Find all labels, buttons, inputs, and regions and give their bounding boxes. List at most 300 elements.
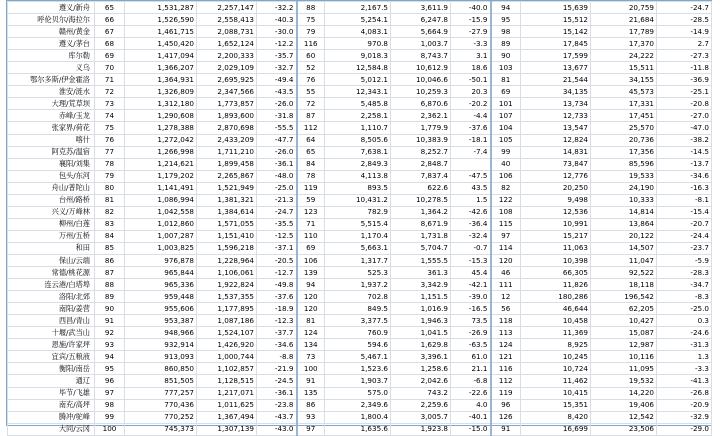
movements-current-cell: 12,536 — [521, 206, 591, 218]
cargo-change-pct-cell: -15.9 — [451, 14, 491, 26]
passengers-current-cell: 1,531,287 — [125, 2, 197, 14]
passengers-current-cell: 913,093 — [125, 351, 197, 363]
cargo-prior-cell: 5,664.9 — [391, 26, 451, 38]
rank-cargo-cell: 75 — [297, 14, 325, 26]
rank-passengers-cell: 97 — [95, 387, 125, 399]
passengers-current-cell: 1,290,608 — [125, 110, 197, 122]
cargo-prior-cell: 2,848.7 — [391, 158, 451, 170]
movements-current-cell: 15,351 — [521, 399, 591, 411]
passengers-current-cell: 965,336 — [125, 279, 197, 291]
cargo-current-cell: 5,663.1 — [325, 242, 391, 254]
rank-movements-cell: 121 — [491, 351, 521, 363]
movements-prior-cell: 25,570 — [591, 122, 657, 134]
movements-prior-cell: 10,427 — [591, 315, 657, 327]
movements-prior-cell: 196,542 — [591, 291, 657, 303]
rank-passengers-cell: 82 — [95, 206, 125, 218]
cargo-current-cell: 2,349.6 — [325, 399, 391, 411]
cargo-prior-cell: 1,151.5 — [391, 291, 451, 303]
passengers-change-pct-cell: -49.4 — [257, 74, 297, 86]
movements-current-cell: 11,369 — [521, 327, 591, 339]
cargo-prior-cell: 10,278.5 — [391, 194, 451, 206]
passengers-current-cell: 1,266,998 — [125, 146, 197, 158]
movements-prior-cell: 14,507 — [591, 242, 657, 254]
cargo-change-pct-cell: -63.5 — [451, 339, 491, 351]
city-cell: 和田 — [8, 242, 95, 254]
movements-change-pct-cell: -25.1 — [657, 86, 712, 98]
rank-passengers-cell: 65 — [95, 2, 125, 14]
passengers-prior-cell: 2,347,566 — [197, 86, 257, 98]
cargo-change-pct-cell: -0.7 — [451, 242, 491, 254]
passengers-change-pct-cell: -47.7 — [257, 134, 297, 146]
rank-passengers-cell: 93 — [95, 339, 125, 351]
rank-movements-cell: 12 — [491, 291, 521, 303]
passengers-current-cell: 932,914 — [125, 339, 197, 351]
movements-change-pct-cell: -15.4 — [657, 206, 712, 218]
movements-current-cell: 12,733 — [521, 110, 591, 122]
passengers-prior-cell: 1,151,410 — [197, 230, 257, 242]
cargo-change-pct-cell: 4.0 — [451, 399, 491, 411]
cargo-change-pct-cell: 1.5 — [451, 194, 491, 206]
movements-prior-cell: 21,684 — [591, 14, 657, 26]
cargo-current-cell: 849.5 — [325, 303, 391, 315]
rank-passengers-cell: 98 — [95, 399, 125, 411]
rank-movements-cell: 114 — [491, 242, 521, 254]
movements-current-cell: 9,498 — [521, 194, 591, 206]
table-row — [8, 14, 712, 26]
passengers-current-cell: 1,086,994 — [125, 194, 197, 206]
city-cell: 鄂尔多斯/伊金霍洛 — [8, 74, 95, 86]
airport-ranking-table — [7, 1, 712, 436]
movements-current-cell: 12,824 — [521, 134, 591, 146]
table-row — [8, 50, 712, 62]
passengers-prior-cell: 1,011,625 — [197, 399, 257, 411]
movements-current-cell: 17,599 — [521, 50, 591, 62]
passengers-change-pct-cell: -32.7 — [257, 62, 297, 74]
passengers-current-cell: 1,450,420 — [125, 38, 197, 50]
passengers-current-cell: 1,141,491 — [125, 182, 197, 194]
city-cell: 遵义/新舟 — [8, 2, 95, 14]
movements-current-cell: 10,724 — [521, 363, 591, 375]
passengers-current-cell: 1,012,860 — [125, 218, 197, 230]
city-cell: 保山/云端 — [8, 254, 95, 266]
rank-passengers-cell: 78 — [95, 158, 125, 170]
movements-current-cell: 10,245 — [521, 351, 591, 363]
cargo-change-pct-cell: 20.3 — [451, 86, 491, 98]
rank-movements-cell: 40 — [491, 158, 521, 170]
city-cell: 舟山/普陀山 — [8, 182, 95, 194]
rank-cargo-cell: 123 — [297, 206, 325, 218]
rank-movements-cell: 111 — [491, 279, 521, 291]
passengers-prior-cell: 1,773,857 — [197, 98, 257, 110]
passengers-change-pct-cell: -48.0 — [257, 170, 297, 182]
passengers-change-pct-cell: -37.7 — [257, 327, 297, 339]
city-cell: 义乌 — [8, 62, 95, 74]
passengers-current-cell: 1,417,094 — [125, 50, 197, 62]
movements-prior-cell: 15,087 — [591, 327, 657, 339]
city-cell: 张家界/荷花 — [8, 122, 95, 134]
passengers-prior-cell: 2,558,413 — [197, 14, 257, 26]
city-cell: 南充/高坪 — [8, 399, 95, 411]
passengers-change-pct-cell: -12.3 — [257, 315, 297, 327]
city-cell: 呼伦贝尔/海拉尔 — [8, 14, 95, 26]
table-row — [8, 242, 712, 254]
cargo-change-pct-cell: 21.1 — [451, 363, 491, 375]
rank-cargo-cell: 78 — [297, 170, 325, 182]
passengers-current-cell: 1,272,042 — [125, 134, 197, 146]
table-row — [8, 170, 712, 182]
cargo-prior-cell: 1,016.9 — [391, 303, 451, 315]
rank-passengers-cell: 84 — [95, 230, 125, 242]
rank-movements-cell: 113 — [491, 327, 521, 339]
cargo-current-cell: 1,635.6 — [325, 423, 391, 435]
movements-current-cell: 15,142 — [521, 26, 591, 38]
city-cell: 兴义/万峰林 — [8, 206, 95, 218]
passengers-current-cell: 953,387 — [125, 315, 197, 327]
city-cell: 万州/五桥 — [8, 230, 95, 242]
cargo-change-pct-cell: -32.4 — [451, 230, 491, 242]
movements-change-pct-cell: -31.3 — [657, 339, 712, 351]
rank-cargo-cell: 87 — [297, 110, 325, 122]
cargo-prior-cell: 622.6 — [391, 182, 451, 194]
city-cell: 腾冲/驼峰 — [8, 411, 95, 423]
cargo-prior-cell: 10,612.9 — [391, 62, 451, 74]
movements-change-pct-cell: 0.3 — [657, 315, 712, 327]
city-cell: 台州/路桥 — [8, 194, 95, 206]
movements-change-pct-cell: -27.0 — [657, 110, 712, 122]
cargo-current-cell: 4,083.1 — [325, 26, 391, 38]
movements-current-cell: 16,699 — [521, 423, 591, 435]
movements-current-cell: 21,544 — [521, 74, 591, 86]
cargo-change-pct-cell: -4.4 — [451, 110, 491, 122]
rank-movements-cell: 103 — [491, 62, 521, 74]
cargo-current-cell: 1,523.6 — [325, 363, 391, 375]
cargo-current-cell: 3,377.5 — [325, 315, 391, 327]
movements-prior-cell: 11,047 — [591, 254, 657, 266]
cargo-current-cell: 12,343.1 — [325, 86, 391, 98]
cargo-prior-cell: 1,779.9 — [391, 122, 451, 134]
city-cell: 阿克苏/温宿 — [8, 146, 95, 158]
table-row — [8, 351, 712, 363]
rank-passengers-cell: 89 — [95, 291, 125, 303]
rank-movements-cell: 116 — [491, 363, 521, 375]
passengers-prior-cell: 1,384,614 — [197, 206, 257, 218]
movements-change-pct-cell: 2.7 — [657, 38, 712, 50]
passengers-change-pct-cell: -35.7 — [257, 50, 297, 62]
cargo-prior-cell: 1,923.8 — [391, 423, 451, 435]
passengers-prior-cell: 2,029,109 — [197, 62, 257, 74]
rank-cargo-cell: 65 — [297, 146, 325, 158]
passengers-prior-cell: 1,524,107 — [197, 327, 257, 339]
rank-cargo-cell: 94 — [297, 279, 325, 291]
movements-change-pct-cell: -24.7 — [657, 2, 712, 14]
rank-cargo-cell: 64 — [297, 134, 325, 146]
rank-cargo-cell: 76 — [297, 74, 325, 86]
cargo-change-pct-cell: -20.2 — [451, 98, 491, 110]
movements-prior-cell: 17,451 — [591, 110, 657, 122]
movements-change-pct-cell: -5.9 — [657, 254, 712, 266]
movements-change-pct-cell: -25.0 — [657, 303, 712, 315]
cargo-prior-cell: 743.2 — [391, 387, 451, 399]
movements-current-cell: 10,991 — [521, 218, 591, 230]
cargo-change-pct-cell: -18.1 — [451, 134, 491, 146]
cargo-prior-cell: 10,046.6 — [391, 74, 451, 86]
table-row — [8, 38, 712, 50]
rank-passengers-cell: 86 — [95, 254, 125, 266]
rank-movements-cell: 99 — [491, 146, 521, 158]
table-row — [8, 134, 712, 146]
passengers-prior-cell: 2,695,925 — [197, 74, 257, 86]
cargo-change-pct-cell: 18.6 — [451, 62, 491, 74]
rank-cargo-cell: 72 — [297, 98, 325, 110]
movements-current-cell: 12,776 — [521, 170, 591, 182]
passengers-change-pct-cell: -40.3 — [257, 14, 297, 26]
cargo-prior-cell: 1,731.8 — [391, 230, 451, 242]
movements-change-pct-cell: -28.3 — [657, 267, 712, 279]
passengers-prior-cell: 1,106,061 — [197, 267, 257, 279]
cargo-prior-cell: 1,041.5 — [391, 327, 451, 339]
movements-current-cell: 34,135 — [521, 86, 591, 98]
cargo-current-cell: 1,903.7 — [325, 375, 391, 387]
cargo-current-cell: 893.5 — [325, 182, 391, 194]
movements-prior-cell: 92,522 — [591, 267, 657, 279]
passengers-prior-cell: 2,088,731 — [197, 26, 257, 38]
passengers-current-cell: 1,364,931 — [125, 74, 197, 86]
rank-cargo-cell: 97 — [297, 423, 325, 435]
movements-prior-cell: 20,759 — [591, 2, 657, 14]
rank-movements-cell: 118 — [491, 315, 521, 327]
rank-passengers-cell: 100 — [95, 423, 125, 435]
city-cell: 洛阳/北郊 — [8, 291, 95, 303]
movements-change-pct-cell: -27.3 — [657, 50, 712, 62]
city-cell: 十堰/武当山 — [8, 327, 95, 339]
rank-movements-cell: 97 — [491, 230, 521, 242]
rank-cargo-cell: 124 — [297, 327, 325, 339]
rank-cargo-cell: 100 — [297, 363, 325, 375]
passengers-change-pct-cell: -43.0 — [257, 423, 297, 435]
rank-cargo-cell: 81 — [297, 315, 325, 327]
passengers-current-cell: 770,436 — [125, 399, 197, 411]
rank-passengers-cell: 81 — [95, 194, 125, 206]
table-row — [8, 279, 712, 291]
rank-movements-cell: 106 — [491, 170, 521, 182]
cargo-change-pct-cell: -42.6 — [451, 206, 491, 218]
cargo-current-cell: 2,849.3 — [325, 158, 391, 170]
movements-change-pct-cell: -14.9 — [657, 26, 712, 38]
movements-change-pct-cell: -8.1 — [657, 194, 712, 206]
cargo-change-pct-cell: 43.5 — [451, 182, 491, 194]
cargo-prior-cell: 1,555.5 — [391, 254, 451, 266]
rank-movements-cell: 119 — [491, 387, 521, 399]
movements-current-cell: 10,398 — [521, 254, 591, 266]
movements-prior-cell: 24,190 — [591, 182, 657, 194]
cargo-current-cell: 2,258.1 — [325, 110, 391, 122]
passengers-change-pct-cell: -30.0 — [257, 26, 297, 38]
cargo-prior-cell: 1,258.6 — [391, 363, 451, 375]
passengers-change-pct-cell: -35.5 — [257, 218, 297, 230]
cargo-prior-cell: 6,870.6 — [391, 98, 451, 110]
passengers-current-cell: 770,252 — [125, 411, 197, 423]
passengers-change-pct-cell: -25.0 — [257, 182, 297, 194]
city-cell: 遵义/茅台 — [8, 38, 95, 50]
rank-passengers-cell: 83 — [95, 218, 125, 230]
city-cell: 宜宾/五粮液 — [8, 351, 95, 363]
cargo-current-cell: 760.9 — [325, 327, 391, 339]
movements-prior-cell: 10,116 — [591, 351, 657, 363]
passengers-prior-cell: 1,537,355 — [197, 291, 257, 303]
movements-change-pct-cell: -11.8 — [657, 62, 712, 74]
movements-prior-cell: 12,542 — [591, 411, 657, 423]
table-row — [8, 2, 712, 14]
rank-movements-cell: 115 — [491, 218, 521, 230]
movements-change-pct-cell: -47.0 — [657, 122, 712, 134]
rank-passengers-cell: 79 — [95, 170, 125, 182]
city-cell: 包头/东河 — [8, 170, 95, 182]
movements-prior-cell: 34,155 — [591, 74, 657, 86]
movements-prior-cell: 20,736 — [591, 134, 657, 146]
passengers-change-pct-cell: -34.6 — [257, 339, 297, 351]
movements-prior-cell: 17,331 — [591, 98, 657, 110]
city-cell: 衡阳/南岳 — [8, 363, 95, 375]
cargo-prior-cell: 1,629.8 — [391, 339, 451, 351]
city-cell: 赤峰/玉龙 — [8, 110, 95, 122]
movements-change-pct-cell: 1.3 — [657, 351, 712, 363]
movements-prior-cell: 17,356 — [591, 146, 657, 158]
passengers-prior-cell: 1,922,824 — [197, 279, 257, 291]
passengers-change-pct-cell: -18.9 — [257, 303, 297, 315]
passengers-prior-cell: 1,000,744 — [197, 351, 257, 363]
table-row — [8, 254, 712, 266]
cargo-prior-cell: 7,837.4 — [391, 170, 451, 182]
table-row — [8, 423, 712, 435]
rank-cargo-cell: 52 — [297, 62, 325, 74]
passengers-prior-cell: 1,177,895 — [197, 303, 257, 315]
passengers-change-pct-cell: -12.2 — [257, 38, 297, 50]
passengers-current-cell: 1,042,558 — [125, 206, 197, 218]
table-row — [8, 230, 712, 242]
movements-current-cell: 8,925 — [521, 339, 591, 351]
cargo-prior-cell: 3,611.9 — [391, 2, 451, 14]
passengers-change-pct-cell: -21.9 — [257, 363, 297, 375]
passengers-current-cell: 851,505 — [125, 375, 197, 387]
rank-cargo-cell: 93 — [297, 411, 325, 423]
passengers-prior-cell: 1,228,964 — [197, 254, 257, 266]
movements-current-cell: 11,462 — [521, 375, 591, 387]
table-row — [8, 339, 712, 351]
movements-current-cell: 11,063 — [521, 242, 591, 254]
rank-movements-cell: 104 — [491, 122, 521, 134]
cargo-current-cell: 12,584.8 — [325, 62, 391, 74]
cargo-change-pct-cell: -16.5 — [451, 303, 491, 315]
cargo-current-cell: 782.9 — [325, 206, 391, 218]
city-cell: 淮安/涟水 — [8, 86, 95, 98]
movements-prior-cell: 19,532 — [591, 375, 657, 387]
cargo-current-cell: 5,254.1 — [325, 14, 391, 26]
city-cell: 西昌/青山 — [8, 315, 95, 327]
rank-passengers-cell: 90 — [95, 303, 125, 315]
passengers-current-cell: 1,179,202 — [125, 170, 197, 182]
movements-change-pct-cell: -8.3 — [657, 291, 712, 303]
table-row — [8, 291, 712, 303]
cargo-current-cell: 8,505.6 — [325, 134, 391, 146]
movements-change-pct-cell: -14.5 — [657, 146, 712, 158]
movements-prior-cell: 14,220 — [591, 387, 657, 399]
movements-change-pct-cell: -20.8 — [657, 98, 712, 110]
cargo-change-pct-cell: -26.9 — [451, 327, 491, 339]
passengers-current-cell: 777,257 — [125, 387, 197, 399]
rank-cargo-cell: 84 — [297, 158, 325, 170]
passengers-prior-cell: 2,257,147 — [197, 2, 257, 14]
rank-passengers-cell: 91 — [95, 315, 125, 327]
passengers-change-pct-cell: -12.5 — [257, 230, 297, 242]
cargo-prior-cell: 2,362.1 — [391, 110, 451, 122]
passengers-change-pct-cell: -49.8 — [257, 279, 297, 291]
movements-prior-cell: 85,596 — [591, 158, 657, 170]
city-cell: 大理/荒草坝 — [8, 98, 95, 110]
rank-movements-cell: 82 — [491, 182, 521, 194]
movements-change-pct-cell: -38.2 — [657, 134, 712, 146]
rank-passengers-cell: 68 — [95, 38, 125, 50]
passengers-change-pct-cell: -32.2 — [257, 2, 297, 14]
table-row — [8, 182, 712, 194]
movements-current-cell: 73,847 — [521, 158, 591, 170]
passengers-change-pct-cell: -8.8 — [257, 351, 297, 363]
cargo-current-cell: 702.8 — [325, 291, 391, 303]
city-cell: 襄阳/刘集 — [8, 158, 95, 170]
movements-change-pct-cell: -13.7 — [657, 158, 712, 170]
rank-cargo-cell: 139 — [297, 267, 325, 279]
movements-prior-cell: 19,406 — [591, 399, 657, 411]
movements-current-cell: 15,512 — [521, 14, 591, 26]
table-row — [8, 315, 712, 327]
movements-current-cell: 10,458 — [521, 315, 591, 327]
cargo-change-pct-cell: -42.1 — [451, 279, 491, 291]
cargo-prior-cell: 3,342.9 — [391, 279, 451, 291]
rank-movements-cell: 107 — [491, 110, 521, 122]
cargo-current-cell: 10,431.2 — [325, 194, 391, 206]
rank-movements-cell: 126 — [491, 411, 521, 423]
movements-change-pct-cell: -41.3 — [657, 375, 712, 387]
rank-passengers-cell: 85 — [95, 242, 125, 254]
passengers-change-pct-cell: -43.7 — [257, 411, 297, 423]
cargo-change-pct-cell: -27.9 — [451, 26, 491, 38]
rank-cargo-cell: 71 — [297, 218, 325, 230]
city-cell: 赣州/黄金 — [8, 26, 95, 38]
cargo-current-cell: 5,467.1 — [325, 351, 391, 363]
table-row — [8, 327, 712, 339]
rank-passengers-cell: 92 — [95, 327, 125, 339]
cargo-prior-cell: 361.3 — [391, 267, 451, 279]
passengers-change-pct-cell: -37.6 — [257, 291, 297, 303]
table-row — [8, 218, 712, 230]
movements-prior-cell: 17,789 — [591, 26, 657, 38]
rank-cargo-cell: 106 — [297, 254, 325, 266]
passengers-prior-cell: 1,899,458 — [197, 158, 257, 170]
cargo-change-pct-cell: 45.4 — [451, 267, 491, 279]
movements-prior-cell: 10,333 — [591, 194, 657, 206]
movements-prior-cell: 23,506 — [591, 423, 657, 435]
rank-passengers-cell: 75 — [95, 122, 125, 134]
rank-passengers-cell: 69 — [95, 50, 125, 62]
movements-change-pct-cell: -23.7 — [657, 242, 712, 254]
table-row — [8, 26, 712, 38]
rank-cargo-cell: 116 — [297, 38, 325, 50]
rank-cargo-cell: 69 — [297, 242, 325, 254]
table-row — [8, 411, 712, 423]
cargo-prior-cell: 10,383.9 — [391, 134, 451, 146]
cargo-change-pct-cell: 61.0 — [451, 351, 491, 363]
rank-cargo-cell: 55 — [297, 86, 325, 98]
passengers-current-cell: 1,312,180 — [125, 98, 197, 110]
